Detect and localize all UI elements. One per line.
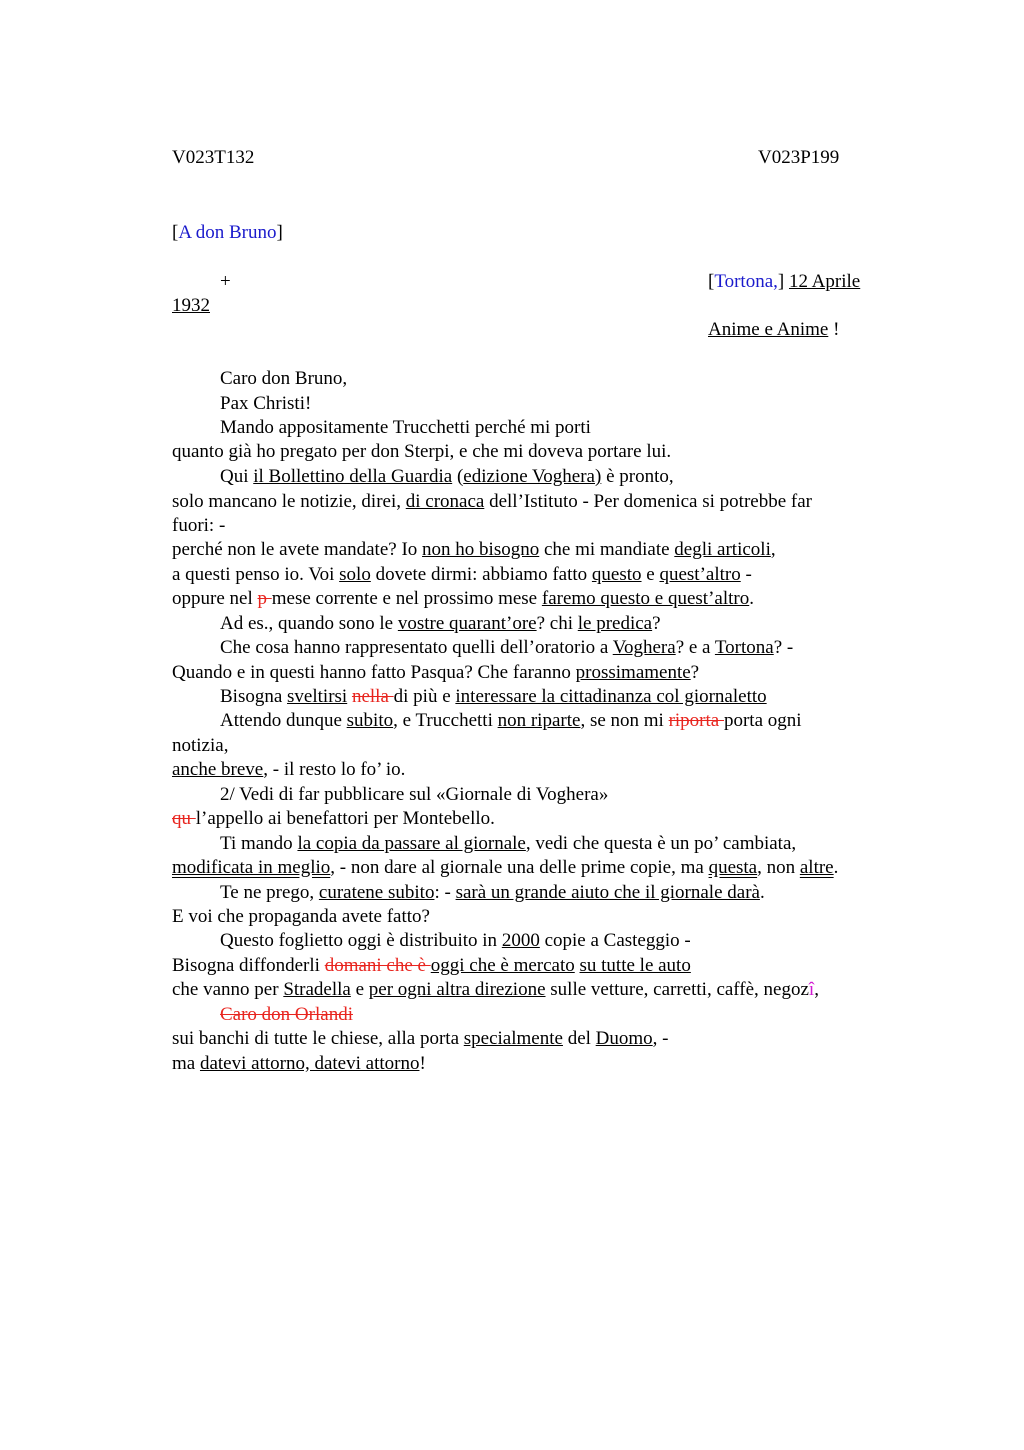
underlined-text: Duomo	[595, 1028, 653, 1049]
text-span: perché non le avete mandate? Io	[172, 539, 423, 560]
text-span: !	[419, 1053, 426, 1074]
text-span: ?	[652, 613, 661, 634]
text-span: Qui	[220, 466, 254, 487]
underlined-text: quest’altro	[659, 564, 741, 585]
text-span: , - non dare al giornale una delle prime copie, ma	[330, 857, 709, 878]
text-span: , vedi che questa è un po’ cambiata,	[525, 833, 797, 854]
date-text: 12 Aprile	[788, 271, 861, 292]
text-span: del	[562, 1028, 596, 1049]
text-span: Bisogna	[220, 686, 288, 707]
year-text: 1932	[172, 295, 210, 316]
text-span: .	[749, 588, 754, 609]
text-span: , e Trucchetti	[393, 710, 498, 731]
underlined-text: la copia da passare al giornale	[297, 833, 526, 854]
text-line	[220, 465, 674, 489]
text-line	[220, 929, 691, 953]
text-span: Questo foglietto oggi è distribuito in	[220, 930, 502, 951]
struck-text: riporta	[668, 710, 724, 731]
struck-text: domani che è	[324, 955, 431, 976]
underlined-text: le predica	[577, 613, 653, 634]
struck-text: qu	[172, 808, 196, 829]
underlined-text: specialmente	[463, 1028, 563, 1049]
text-line	[172, 807, 495, 831]
text-line: notizia,	[172, 735, 229, 756]
text-span: , - il resto lo fo’ io.	[263, 759, 406, 780]
text-line	[220, 685, 767, 709]
underlined-text: anche breve	[172, 759, 264, 780]
date-year	[172, 294, 210, 318]
text-span: a questi penso io. Voi	[172, 564, 340, 585]
text-span: Te ne prego,	[220, 882, 319, 903]
motto	[708, 318, 839, 342]
text-line: fuori: -	[172, 515, 226, 536]
struck-text: p	[257, 588, 272, 609]
underlined-text: vostre quarant’ore	[397, 613, 537, 634]
text-span: Ad es., quando sono le	[220, 613, 398, 634]
text-line	[172, 1052, 426, 1076]
text-span: .	[833, 857, 839, 878]
double-underlined-text: altre	[799, 857, 834, 878]
text-line	[172, 856, 838, 880]
text-line: quanto già ho pregato per don Sterpi, e che mi doveva portare lui.	[172, 441, 672, 462]
underlined-text: Tortona	[714, 637, 774, 658]
text-span: copie a Casteggio -	[539, 930, 691, 951]
text-span: porta ogni	[723, 710, 802, 731]
text-span: dovete dirmi: abbiamo fatto	[370, 564, 592, 585]
bracket-open: [	[172, 222, 179, 243]
underlined-text: Stradella	[283, 979, 351, 1000]
document-code-left: V023T132	[172, 147, 255, 168]
text-span: ?	[690, 662, 700, 683]
text-line: 2/ Vedi di far pubblicare sul «Giornale di Voghera»	[220, 784, 609, 805]
recipient-line	[172, 221, 283, 245]
text-span: : -	[434, 882, 456, 903]
underlined-text: Voghera	[612, 637, 676, 658]
corrected-letter: î	[808, 979, 815, 1000]
underlined-text: edizione Voghera)	[463, 466, 602, 487]
text-span: e	[350, 979, 369, 1000]
underlined-text: degli articoli	[674, 539, 771, 560]
text-span: è pronto,	[601, 466, 674, 487]
text-line: Mando appositamente Trucchetti perché mi porti	[220, 417, 591, 438]
text-span: , se non mi	[580, 710, 669, 731]
double-underlined-text: questa	[708, 857, 758, 878]
underlined-text: di cronaca	[405, 491, 485, 512]
double-underlined-text: modificata in meglio	[172, 857, 331, 878]
text-span: ? chi	[536, 613, 578, 634]
text-line	[172, 978, 819, 1002]
text-span: mese corrente e nel prossimo mese	[271, 588, 542, 609]
text-span: che mi mandiate	[539, 539, 675, 560]
text-span: ? e a	[675, 637, 715, 658]
text-span: che vanno per	[172, 979, 284, 1000]
underlined-text: su tutte le auto	[579, 955, 691, 976]
cross-mark: +	[220, 271, 231, 292]
salutation: Caro don Bruno,	[220, 368, 348, 389]
text-span: dell’Istituto - Per domenica si potrebbe far	[484, 491, 812, 512]
underlined-text: questo	[591, 564, 642, 585]
recipient-name: A don Bruno	[178, 222, 277, 243]
place-name: Tortona,	[714, 271, 778, 292]
text-span: sui banchi di tutte le chiese, alla porta	[172, 1028, 464, 1049]
underlined-text: prossimamente	[575, 662, 691, 683]
dateline	[708, 270, 860, 294]
text-line	[220, 612, 661, 636]
text-span: ? -	[773, 637, 794, 658]
underlined-text: non riparte	[497, 710, 581, 731]
text-span: solo mancano le notizie, direi,	[172, 491, 406, 512]
text-line	[172, 661, 699, 685]
text-span: e	[641, 564, 660, 585]
text-span: oppure nel	[172, 588, 258, 609]
underlined-text: per ogni altra direzione	[368, 979, 546, 1000]
text-span: Attendo dunque	[220, 710, 347, 731]
motto-mark: !	[828, 319, 840, 340]
document-code-right: V023P199	[758, 147, 840, 168]
bracket-close: ]	[777, 271, 785, 292]
text-line	[220, 832, 796, 856]
text-line	[220, 709, 802, 733]
underlined-text: datevi attorno, datevi attorno	[199, 1053, 420, 1074]
text-span: Quando e in questi hanno fatto Pasqua? Che faranno	[172, 662, 576, 683]
text-line	[172, 538, 776, 562]
bracket-open: [	[708, 271, 715, 292]
text-span: -	[740, 564, 752, 585]
underlined-text: subito	[346, 710, 394, 731]
text-span: , -	[652, 1028, 669, 1049]
text-span: ma	[172, 1053, 200, 1074]
text-span: Bisogna diffonderli	[172, 955, 325, 976]
text-line	[172, 758, 405, 782]
text-span: Che cosa hanno rappresentato quelli dell’oratorio a	[220, 637, 613, 658]
text-line	[172, 1027, 669, 1051]
text-line	[220, 636, 793, 660]
text-line	[172, 563, 752, 587]
text-line	[172, 954, 691, 978]
struck-text: Caro don Orlandi	[220, 1004, 353, 1025]
underlined-text: curatene subito	[318, 882, 435, 903]
text-span: .	[759, 882, 765, 903]
text-span: di più e	[393, 686, 456, 707]
text-line	[220, 881, 765, 905]
underlined-text: non ho bisogno	[422, 539, 540, 560]
text-span: ,	[814, 979, 819, 1000]
text-line	[172, 490, 812, 514]
text-span: Ti mando	[220, 833, 298, 854]
text-span: sulle vetture, carretti, caffè, negoz	[545, 979, 809, 1000]
text-line	[172, 587, 754, 611]
underlined-text: interessare la cittadinanza col giornaletto	[455, 686, 767, 707]
struck-line	[220, 1003, 353, 1027]
underlined-text: solo	[339, 564, 371, 585]
text-span: l’appello ai benefattori per Montebello.	[195, 808, 495, 829]
struck-text: nella	[351, 686, 394, 707]
greeting: Pax Christi!	[220, 393, 312, 414]
text-span: , non	[757, 857, 800, 878]
underlined-text: il Bollettino della Guardia	[253, 466, 453, 487]
text-line: E voi che propaganda avete fatto?	[172, 906, 430, 927]
underlined-text: 2000	[501, 930, 540, 951]
underlined-text: faremo questo e quest’altro	[541, 588, 750, 609]
underlined-text: sarà un grande aiuto che il giornale darà	[455, 882, 760, 903]
underlined-text: sveltirsi	[287, 686, 348, 707]
underlined-text: oggi che è mercato	[430, 955, 575, 976]
text-span: ,	[770, 539, 776, 560]
text-span: (	[452, 466, 464, 487]
motto-text: Anime e Anime	[708, 319, 829, 340]
bracket-close: ]	[276, 222, 283, 243]
